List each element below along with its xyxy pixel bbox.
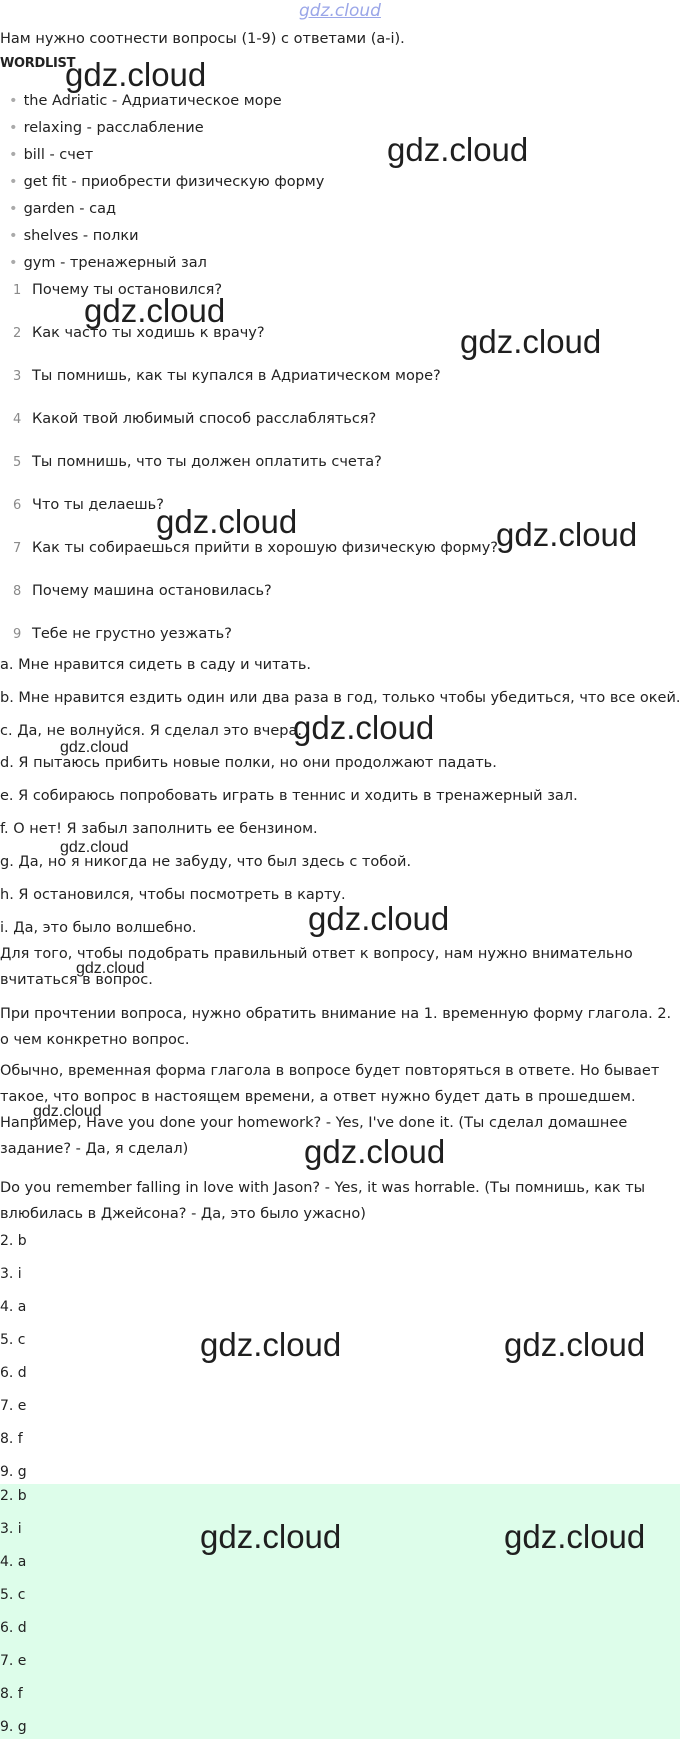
explanation-paragraph: Обычно, временная форма глагола в вопросе будет повторяться в ответе. Но бывает такое, что вопрос в настоящем времени, а ответ нужно будет дать в прошедшем. Например, Have you done your homework? - Yes, I've done it. (Ты сделал домашнее задание? - Да, я сделал) (0, 1063, 660, 1157)
solution-line: 6. d (0, 1620, 27, 1636)
watermark: gdz.cloud (200, 1326, 342, 1363)
watermark: gdz.cloud (308, 900, 450, 937)
answer-item: i. Да, это было волшебно. (0, 920, 197, 936)
wordlist-item: • the Adriatic - Адриатическое море (9, 93, 282, 109)
watermark: gdz.cloud (460, 323, 602, 360)
solution-line: 9. g (0, 1719, 27, 1735)
answer-item: h. Я остановился, чтобы посмотреть в карту. (0, 887, 346, 903)
bullet-icon: • (9, 255, 18, 271)
watermark: gdz.cloud (504, 1326, 646, 1363)
explanation-paragraph: При прочтении вопроса, нужно обратить внимание на 1. временную форму глагола. 2. о чем конкретно вопрос. (0, 1006, 672, 1048)
question-item: 3 Ты помнишь, как ты купался в Адриатическом море? (13, 368, 441, 384)
answer-item: e. Я собираюсь попробовать играть в теннис и ходить в тренажерный зал. (0, 788, 578, 804)
solution-line: 2. b (0, 1233, 27, 1249)
answer-item: d. Я пытаюсь прибить новые полки, но они продолжают падать. (0, 755, 497, 771)
solution-line: 3. i (0, 1521, 22, 1537)
header-logo[interactable]: gdz.cloud (299, 1, 381, 21)
solution-line: 8. f (0, 1431, 23, 1447)
watermark: gdz.cloud (65, 56, 207, 93)
explanation-paragraph: Для того, чтобы подобрать правильный ответ к вопросу, нам нужно внимательно вчитаться в вопрос. (0, 946, 633, 988)
wordlist-title: WORDLIST (0, 56, 76, 71)
question-item: 7 Как ты собираешься прийти в хорошую физическую форму? (13, 540, 499, 556)
question-item: 4 Какой твой любимый способ расслабляться? (13, 411, 377, 427)
watermark: gdz.cloud (200, 1518, 342, 1555)
watermark: gdz.cloud (504, 1518, 646, 1555)
question-item: 5 Ты помнишь, что ты должен оплатить счета? (13, 454, 382, 470)
answer-item: b. Мне нравится ездить один или два раза в год, только чтобы убедиться, что все окей. (0, 690, 680, 706)
watermark: gdz.cloud (156, 503, 298, 540)
watermark: gdz.cloud (293, 709, 435, 746)
solution-line: 4. a (0, 1299, 27, 1315)
watermark: gdz.cloud (33, 1103, 102, 1120)
bullet-icon: • (9, 201, 18, 217)
solution-line: 8. f (0, 1686, 23, 1702)
watermark: gdz.cloud (496, 516, 638, 553)
bullet-icon: • (9, 174, 18, 190)
wordlist-item: • get fit - приобрести физическую форму (9, 174, 325, 190)
solution-line: 9. g (0, 1464, 27, 1480)
solution-line: 7. e (0, 1398, 27, 1414)
watermark: gdz.cloud (76, 960, 145, 977)
answer-item: f. О нет! Я забыл заполнить ее бензином. (0, 821, 318, 837)
solution-line: 2. b (0, 1488, 27, 1504)
question-item: 2 Как часто ты ходишь к врачу? (13, 325, 265, 341)
wordlist-item: • relaxing - расслабление (9, 120, 204, 136)
wordlist-item: • bill - счет (9, 147, 94, 163)
question-item: 9 Тебе не грустно уезжать? (13, 626, 232, 642)
wordlist-item: • gym - тренажерный зал (9, 255, 207, 271)
wordlist-item: • shelves - полки (9, 228, 139, 244)
bullet-icon: • (9, 93, 18, 109)
answer-item: a. Мне нравится сидеть в саду и читать. (0, 657, 312, 673)
solution-line: 5. c (0, 1332, 26, 1348)
watermark: gdz.cloud (60, 739, 129, 756)
solution-line: 5. c (0, 1587, 26, 1603)
question-item: 1 Почему ты остановился? (13, 282, 223, 298)
watermark: gdz.cloud (304, 1133, 446, 1170)
answer-item: c. Да, не волнуйся. Я сделал это вчера. (0, 723, 302, 739)
watermark: gdz.cloud (387, 131, 529, 168)
question-item: 8 Почему машина остановилась? (13, 583, 272, 599)
solution-line: 6. d (0, 1365, 27, 1381)
solution-line: 7. e (0, 1653, 27, 1669)
explanation-paragraph: Do you remember falling in love with Jason? - Yes, it was horrable. (Ты помнишь, как ты влюбилась в Джейсона? - Да, это было ужасно) (0, 1180, 646, 1222)
wordlist-item: • garden - сад (9, 201, 117, 217)
bullet-icon: • (9, 147, 18, 163)
question-item: 6 Что ты делаешь? (13, 497, 164, 513)
watermark: gdz.cloud (84, 292, 226, 329)
watermark: gdz.cloud (60, 839, 129, 856)
solution-line: 4. a (0, 1554, 27, 1570)
bullet-icon: • (9, 228, 18, 244)
answer-item: g. Да, но я никогда не забуду, что был здесь с тобой. (0, 854, 412, 870)
solution-line: 3. i (0, 1266, 22, 1282)
bullet-icon: • (9, 120, 18, 136)
intro-text: Нам нужно соотнести вопросы (1-9) с ответами (a-i). (0, 31, 405, 47)
